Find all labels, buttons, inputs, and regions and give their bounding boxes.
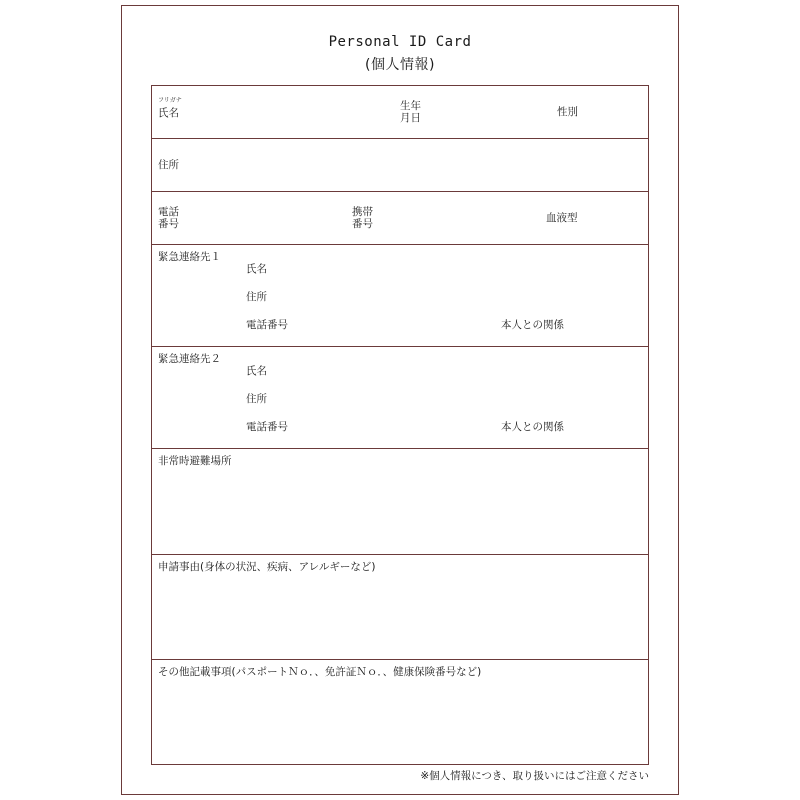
emergency-1-address-label: 住所 — [246, 291, 267, 303]
address-label: 住所 — [158, 159, 179, 171]
birthdate-line1: 生年 — [400, 100, 421, 112]
blood-type-label: 血液型 — [546, 212, 578, 224]
address-row — [152, 139, 648, 192]
privacy-note: ※個人情報につき、取り扱いにはご注意ください — [420, 770, 649, 782]
emergency-1-relation-label: 本人との関係 — [501, 319, 564, 331]
mobile-line1: 携帯 — [352, 206, 373, 218]
evacuation-row — [152, 449, 648, 555]
medical-row — [152, 555, 648, 660]
emergency-2-address-label: 住所 — [246, 393, 267, 405]
emergency-1-heading: 緊急連絡先１ — [158, 251, 221, 263]
furigana-label: フリガナ — [158, 97, 182, 104]
medical-label: 申請事由(身体の状況、疾病、アレルギーなど) — [158, 561, 376, 573]
mobile-label — [352, 206, 373, 230]
name-label: 氏名 — [158, 107, 179, 119]
gender-label: 性別 — [557, 106, 578, 118]
mobile-line2: 番号 — [352, 218, 373, 230]
title-japanese: (個人情報) — [365, 57, 435, 73]
phone-line2: 番号 — [158, 218, 179, 230]
phone-line1: 電話 — [158, 206, 179, 218]
evacuation-label: 非常時避難場所 — [158, 455, 232, 467]
emergency-1-phone-label: 電話番号 — [246, 319, 288, 331]
emergency-2-phone-label: 電話番号 — [246, 421, 288, 433]
emergency-1-name-label: 氏名 — [246, 263, 267, 275]
emergency-2-heading: 緊急連絡先２ — [158, 353, 221, 365]
other-notes-label: その他記載事項(パスポートＮｏ．、免許証Ｎｏ．、健康保険番号など) — [158, 666, 482, 678]
other-notes-row — [152, 660, 648, 764]
title-english: Personal ID Card — [328, 34, 472, 50]
phone-label — [158, 206, 179, 230]
emergency-2-relation-label: 本人との関係 — [501, 421, 564, 433]
birthdate-label — [400, 100, 421, 124]
phone-row — [152, 192, 648, 245]
emergency-2-name-label: 氏名 — [246, 365, 267, 377]
birthdate-line2: 月日 — [400, 112, 421, 124]
name-row — [152, 86, 648, 139]
emergency-contact-1-row — [152, 245, 648, 347]
emergency-contact-2-row — [152, 347, 648, 449]
id-card-form — [151, 85, 649, 765]
